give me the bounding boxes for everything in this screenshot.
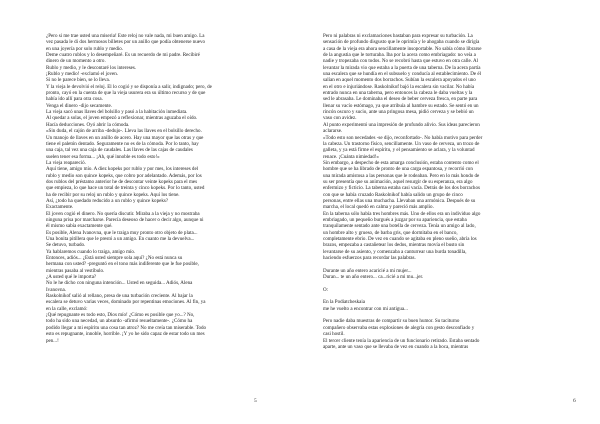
- text-line: llenar su vacío estómago, ya que atribuía al hambre su estado. Se sentó en un: [323, 102, 479, 109]
- left-page-number: 5: [254, 398, 257, 404]
- text-line: personas, entre ellas una muchacha. Llevaban una armónica. Después de su: [323, 197, 476, 204]
- text-line: escalera se detuvo varias veces, dominado por repentinas emociones. Al fin, ya: [46, 299, 206, 306]
- text-line: rublo y medio son quince kopeks, que cobro por adelantado. Además, por los: [46, 172, 202, 179]
- text-line: Y la vieja le devolvió el reloj. El lo cogió y se disponía a salir, indignado; pero, de: [46, 83, 212, 90]
- text-line: O:: [323, 286, 329, 293]
- text-line: ¿A usted qué le importa?: [46, 274, 97, 281]
- text-line: rincón oscuro y sucio, ante una pringosa mesa, pidió cerveza y se bebió un: [323, 109, 474, 116]
- right-page: [300, 0, 600, 424]
- text-line: No le he dicho con ninguna intención... Usted en seguida... Adiós, Alena: [46, 280, 193, 287]
- right-page-text: [323, 33, 555, 350]
- text-line: ¡Rublo y medio! -exclamó el joven.: [46, 71, 119, 78]
- text-line: Una bonita pitillera que le prestó a un amigo. En cuanto me la devuelva...: [46, 236, 195, 242]
- text-line: sensación de profundo disgusto que le oprimía y le ahogaba cuando se dirigía: [323, 39, 480, 46]
- text-line: una escalera que se hundía en el subsuelo y conducía al establecimiento. De él: [323, 71, 482, 78]
- text-line: con que se había cruzado Raskolnikof había salido un grupo de cinco: [323, 191, 463, 198]
- text-line: vaso con avidez.: [323, 115, 357, 122]
- text-line: enfermizo y ficticio. La taberna estaba casi vacía. Detrás de los dos borrachos: [323, 185, 480, 192]
- text-line: a casa de la vieja era ahora sencillamente insoportable. No sabía cómo librarse: [323, 45, 482, 52]
- text-line: vez pasada le di dos hermosos billetes por un anillo que podía obtenerse nuevo: [46, 39, 206, 46]
- text-line: Al quedar a solas, el joven empezó a reflexionar, mientras aguzaba el oído.: [46, 115, 198, 122]
- text-line: la cabeza. Un trastorno físico, sencillamente. Un vaso de cerveza, un trozo de: [323, 140, 480, 147]
- text-line: Durante un año entero acaricié a mi mujer...: [323, 267, 412, 274]
- right-page-number: 6: [573, 398, 576, 404]
- text-line: Así, ¿todo ha quedado reducido a un rublo y quince kopeks?: [46, 197, 169, 204]
- left-page-text: [46, 33, 278, 344]
- text-line: dinero de un momento a otro.: [46, 58, 106, 65]
- text-line: todo ha sido una necedad, un absurdo -afirmó resueltamente-. ¿Cómo ha: [46, 318, 193, 325]
- text-line: En la Podiatcheskaia: [323, 299, 366, 306]
- text-line: dos rublos del préstamo anterior he de descontar veinte kopeks para el mes: [46, 178, 198, 185]
- text-line: Al punto experimentó una impresión de profundo alivio. Sus ideas parecieron: [323, 121, 480, 128]
- text-line: Raskolnikof salió al rellano, presa de una turbación creciente. Al bajar la: [46, 293, 193, 300]
- text-line: de la angustia que le torturaba. Iba por la acera como embriagado: no veía a: [323, 52, 476, 59]
- text-line: una mirada amistosa a las personas que le rodeaban. Pero en lo más hondo de: [323, 172, 480, 179]
- text-line: nadie y tropezaba con todos. No se recobró hasta que estuvo en otra calle. Al: [323, 58, 478, 65]
- text-line: tiene el paletón dentado. Seguramente no es de la cómoda. Por lo tanto, hay: [46, 140, 199, 147]
- text-line: en el otro e injuriándose. Raskolnikof bajó la escalera sin vacilar. No había: [323, 83, 475, 90]
- text-line: casi hostil.: [323, 331, 345, 338]
- text-line: «Todo esto son necedades -se dijo, reconfortado-. No había motivo para perder: [323, 134, 483, 141]
- text-line: me he vuelto a encontrar con mi antigua...: [323, 305, 408, 312]
- text-line: completamente ebrio. De vez en cuando se agitaba en pleno sueño, abría los: [323, 236, 477, 242]
- text-line: «Sin duda, el cajón de arriba -dedujo-. Lleva las llaves en el bolsillo derecho.: [46, 128, 202, 135]
- text-line: Rublo y medio, y le descontaré los intereses.: [46, 64, 137, 71]
- text-line: Hacía deducciones. Oyó abrir la cómoda.: [46, 121, 130, 128]
- text-line: En la taberna sólo había tres hombres más. Uno de ellos era un individuo algo: [323, 210, 481, 217]
- text-line: Ivanovna.: [46, 286, 67, 293]
- text-line: La vieja sacó unas llaves del bolsillo y pasó a la habitación inmediata.: [46, 109, 188, 116]
- text-line: haciendo esfuerzos para recordar las palabras.: [323, 255, 416, 262]
- text-line: un hombre alto y grueso, de barba gris, que dormitaba en el banco,: [323, 229, 458, 236]
- text-line: Es posible, Alena Ivanovna, que le traiga muy pronto otro objeto de plata...: [46, 229, 198, 236]
- text-line: esto es repugnante, innoble, horrible. ¡Y yo he sido capaz de estar todo un mes: [46, 331, 205, 338]
- text-line: suelen tener esa forma... ¡Ah, qué innoble es todo esto!»: [46, 153, 160, 160]
- text-line: Ya hablaremos cuando lo traiga, amigo mío.: [46, 248, 136, 255]
- text-line: aparte, ante un vaso que se llevaba de vez en cuando a la boca, mientras: [323, 343, 469, 350]
- text-line: Exactamente.: [46, 204, 74, 211]
- text-line: entrado nunca en una taberna, pero entonces la cabeza le daba vueltas y la: [323, 90, 473, 97]
- text-line: ¿Pero si me trae usted una miseria! Este reloj no vale nada, mi buen amigo. La: [46, 33, 205, 39]
- text-line: levantarse de su asiento, y comenzaba a canturrear una burda tonadilla,: [323, 248, 467, 255]
- text-line: Si no le parece bien, se lo lleva.: [46, 77, 111, 84]
- text-line: aclararse.: [323, 128, 343, 135]
- text-line: su ser presentía que su animación, aquel resurgir de su esperanza, era algo: [323, 178, 473, 185]
- text-line: brazos, empezaba a castañetear los dedos, mientras movía el busto sin: [323, 242, 465, 249]
- text-line: podido llegar a mi espíritu una cosa tan atroz? No me creía tan miserable. Todo: [46, 324, 207, 331]
- text-line: en la calle, exclamó:: [46, 305, 88, 312]
- text-line: El joven cogió el dinero. No quería discutir. Miraba a la vieja y no mostraba: [46, 210, 200, 217]
- text-line: ninguna prisa por marcharse. Parecía deseoso de hacer o decir algo, aunque ni: [46, 216, 204, 223]
- text-line: compañero observaba estas explosiones de alegría con gesto desconfiado y: [323, 324, 475, 331]
- text-line: él mismo sabía exactamente qué.: [46, 223, 113, 230]
- text-line: El tercer cliente tenía la apariencia de un funcionario retirado. Estaba sentado: [323, 337, 480, 344]
- text-line: Pero ni palabras ni exclamaciones bastaban para expresar su turbación. La: [323, 33, 473, 39]
- text-line: hermana con usted? -preguntó en el tono más indiferente que le fue posible,: [46, 261, 199, 268]
- text-line: levantar la mirada vio que estaba a la puerta de una taberna. De la acera partía: [323, 64, 481, 71]
- text-line: Aquí tiene, amigo mío. A diez kopeks por rublo y por mes, los intereses del: [46, 166, 199, 173]
- text-line: Un manojo de llaves en un anillo de acero. Hay una mayor que las otras y que: [46, 134, 204, 141]
- text-line: una caja, tal vez una caja de caudales. Las llaves de las cajas de caudales: [46, 147, 193, 154]
- text-line: Pero nadie daba muestras de compartir su buen humor. Su taciturno: [323, 318, 460, 325]
- text-line: que empieza, lo que hace un total de treinta y cinco kopeks. Por lo tanto, usted: [46, 185, 205, 192]
- text-line: pen...!: [46, 337, 59, 344]
- text-line: La vieja reapareció.: [46, 159, 86, 166]
- text-line: ha de recibir por su reloj un rublo y quince kopeks. Aquí los tiene.: [46, 191, 180, 198]
- text-line: galleta, y ya está firme el espíritu, y el pensamiento se aclara, y la voluntad: [323, 147, 475, 154]
- text-line: Deme cuatro rublos y lo desempeñaré. Es un recuerdo de mi padre. Recibiré: [46, 52, 200, 59]
- text-line: había ido allí para otra cosa.: [46, 96, 103, 103]
- text-line: pronto, cayó en la cuenta de que la vieja usurera era su último recurso y de que: [46, 90, 206, 97]
- text-line: Venga el dinero -dijo secamente.: [46, 102, 113, 109]
- text-line: renace. ¡Cuánta nimiedad!»: [323, 153, 379, 160]
- text-line: Duran... te un año entero... ca...ricié a mi mu...jer.: [323, 274, 424, 281]
- text-line: marcha, el local quedó en calma y pareció más amplio.: [323, 204, 434, 211]
- text-line: Sin embargo, a despecho de esta amarga conclusión, estaba contento como el: [323, 159, 479, 166]
- text-line: mientras pasaba al vestíbulo.: [46, 267, 105, 274]
- text-line: sed le abrasaba. Le dominaba el deseo de beber cerveza fresca, en parte para: [323, 96, 478, 103]
- text-line: Entonces, adiós... ¿Está usted siempre sola aquí? ¿No está nunca su: [46, 255, 183, 262]
- text-line: ¡Qué repugnante es todo esto, Dios mío! ¿Cómo es posible que yo...? No,: [46, 312, 195, 319]
- text-line: tranquilamente sentado ante una botella de cerveza. Tenía un amigo al lado,: [323, 223, 476, 230]
- text-line: hombre que se ha librado de pronto de una carga espantosa, y recorrió con: [323, 166, 473, 173]
- text-line: embriagado, un pequeño burgués a juzgar por su apariencia, que estaba: [323, 216, 467, 223]
- text-line: en una joyería por solo rublo y medio.: [46, 45, 124, 52]
- text-line: salían en aquel momento dos borrachos. Subían la escalera apoyados el uno: [323, 77, 476, 84]
- text-line: Se detuvo, turbado.: [46, 242, 86, 249]
